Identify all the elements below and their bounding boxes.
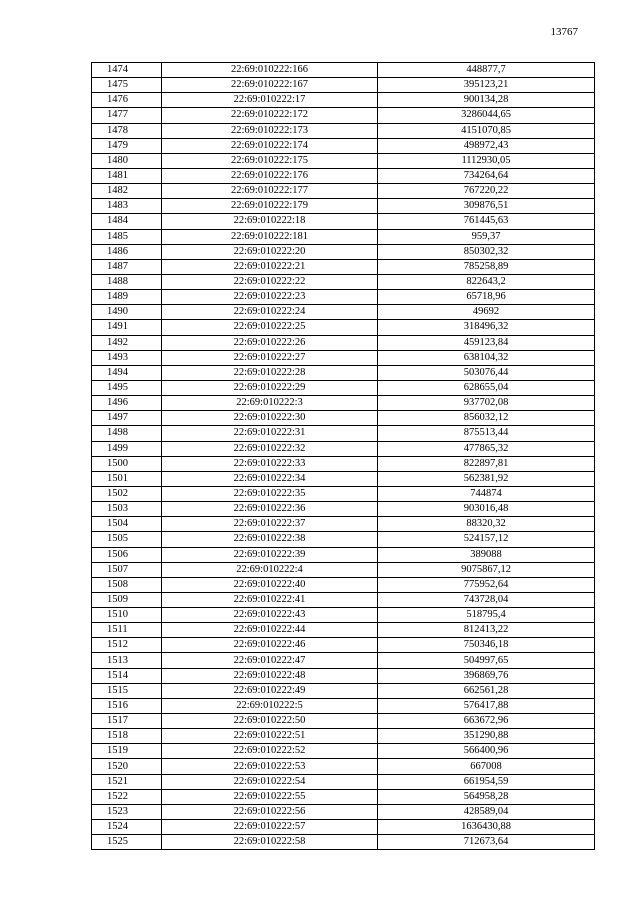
table-row — [92, 350, 595, 365]
table-row — [92, 562, 595, 577]
cadastral-number-cell: 22:69:010222:181 — [162, 229, 378, 244]
value-cell: 562381,92 — [378, 471, 595, 486]
row-number-cell: 1490 — [92, 305, 162, 320]
value-cell: 477865,32 — [378, 441, 595, 456]
table-row — [92, 123, 595, 138]
row-number-cell: 1497 — [92, 411, 162, 426]
table-row — [92, 153, 595, 168]
table-row — [92, 668, 595, 683]
value-cell: 667008 — [378, 759, 595, 774]
table-row — [92, 804, 595, 819]
value-cell: 903016,48 — [378, 502, 595, 517]
cadastral-number-cell: 22:69:010222:46 — [162, 638, 378, 653]
table-row — [92, 93, 595, 108]
value-cell: 822643,2 — [378, 274, 595, 289]
cadastral-number-cell: 22:69:010222:44 — [162, 623, 378, 638]
row-number-cell: 1486 — [92, 244, 162, 259]
table-row — [92, 698, 595, 713]
row-number-cell: 1523 — [92, 804, 162, 819]
value-cell: 518795,4 — [378, 608, 595, 623]
cadastral-number-cell: 22:69:010222:35 — [162, 486, 378, 501]
value-cell: 309876,51 — [378, 199, 595, 214]
value-cell: 767220,22 — [378, 184, 595, 199]
cadastral-number-cell: 22:69:010222:3 — [162, 396, 378, 411]
row-number-cell: 1502 — [92, 486, 162, 501]
row-number-cell: 1478 — [92, 123, 162, 138]
row-number-cell: 1494 — [92, 365, 162, 380]
table-row — [92, 274, 595, 289]
row-number-cell: 1508 — [92, 577, 162, 592]
cadastral-number-cell: 22:69:010222:172 — [162, 108, 378, 123]
table-row — [92, 426, 595, 441]
row-number-cell: 1507 — [92, 562, 162, 577]
table-row — [92, 290, 595, 305]
cadastral-number-cell: 22:69:010222:26 — [162, 335, 378, 350]
data-table — [91, 62, 595, 850]
value-cell: 775952,64 — [378, 577, 595, 592]
row-number-cell: 1519 — [92, 744, 162, 759]
table-row — [92, 547, 595, 562]
row-number-cell: 1475 — [92, 78, 162, 93]
cadastral-number-cell: 22:69:010222:47 — [162, 653, 378, 668]
table-row — [92, 259, 595, 274]
table-row — [92, 608, 595, 623]
cadastral-number-cell: 22:69:010222:39 — [162, 547, 378, 562]
table-row — [92, 820, 595, 835]
cadastral-number-cell: 22:69:010222:29 — [162, 380, 378, 395]
value-cell: 875513,44 — [378, 426, 595, 441]
cadastral-number-cell: 22:69:010222:20 — [162, 244, 378, 259]
row-number-cell: 1487 — [92, 259, 162, 274]
row-number-cell: 1493 — [92, 350, 162, 365]
cadastral-number-cell: 22:69:010222:4 — [162, 562, 378, 577]
table-row — [92, 244, 595, 259]
value-cell: 351290,88 — [378, 729, 595, 744]
cadastral-number-cell: 22:69:010222:32 — [162, 441, 378, 456]
cadastral-number-cell: 22:69:010222:40 — [162, 577, 378, 592]
table-row — [92, 108, 595, 123]
row-number-cell: 1513 — [92, 653, 162, 668]
table-row — [92, 396, 595, 411]
cadastral-number-cell: 22:69:010222:27 — [162, 350, 378, 365]
value-cell: 448877,7 — [378, 63, 595, 78]
value-cell: 318496,32 — [378, 320, 595, 335]
cadastral-number-cell: 22:69:010222:179 — [162, 199, 378, 214]
value-cell: 576417,88 — [378, 698, 595, 713]
value-cell: 9075867,12 — [378, 562, 595, 577]
cadastral-number-cell: 22:69:010222:48 — [162, 668, 378, 683]
value-cell: 395123,21 — [378, 78, 595, 93]
value-cell: 661954,59 — [378, 774, 595, 789]
row-number-cell: 1509 — [92, 592, 162, 607]
cadastral-number-cell: 22:69:010222:36 — [162, 502, 378, 517]
cadastral-number-cell: 22:69:010222:58 — [162, 835, 378, 850]
value-cell: 4151070,85 — [378, 123, 595, 138]
table-row — [92, 623, 595, 638]
row-number-cell: 1514 — [92, 668, 162, 683]
cadastral-number-cell: 22:69:010222:21 — [162, 259, 378, 274]
value-cell: 628655,04 — [378, 380, 595, 395]
value-cell: 743728,04 — [378, 592, 595, 607]
value-cell: 498972,43 — [378, 138, 595, 153]
cadastral-number-cell: 22:69:010222:167 — [162, 78, 378, 93]
table-row — [92, 199, 595, 214]
table-body — [92, 63, 595, 850]
row-number-cell: 1483 — [92, 199, 162, 214]
cadastral-number-cell: 22:69:010222:50 — [162, 714, 378, 729]
row-number-cell: 1492 — [92, 335, 162, 350]
row-number-cell: 1525 — [92, 835, 162, 850]
table-row — [92, 789, 595, 804]
cadastral-number-cell: 22:69:010222:173 — [162, 123, 378, 138]
table-row — [92, 78, 595, 93]
table-row — [92, 744, 595, 759]
row-number-cell: 1521 — [92, 774, 162, 789]
row-number-cell: 1476 — [92, 93, 162, 108]
table-row — [92, 335, 595, 350]
table-row — [92, 835, 595, 850]
cadastral-number-cell: 22:69:010222:34 — [162, 471, 378, 486]
value-cell: 3286044,65 — [378, 108, 595, 123]
table-row — [92, 305, 595, 320]
value-cell: 65718,96 — [378, 290, 595, 305]
row-number-cell: 1480 — [92, 153, 162, 168]
cadastral-number-cell: 22:69:010222:17 — [162, 93, 378, 108]
table-row — [92, 517, 595, 532]
value-cell: 761445,63 — [378, 214, 595, 229]
table-row — [92, 471, 595, 486]
value-cell: 744874 — [378, 486, 595, 501]
table-row — [92, 532, 595, 547]
row-number-cell: 1503 — [92, 502, 162, 517]
cadastral-number-cell: 22:69:010222:174 — [162, 138, 378, 153]
row-number-cell: 1484 — [92, 214, 162, 229]
table-row — [92, 774, 595, 789]
value-cell: 396869,76 — [378, 668, 595, 683]
table-row — [92, 638, 595, 653]
row-number-cell: 1489 — [92, 290, 162, 305]
row-number-cell: 1481 — [92, 168, 162, 183]
value-cell: 812413,22 — [378, 623, 595, 638]
row-number-cell: 1505 — [92, 532, 162, 547]
table-row — [92, 714, 595, 729]
row-number-cell: 1518 — [92, 729, 162, 744]
value-cell: 638104,32 — [378, 350, 595, 365]
row-number-cell: 1485 — [92, 229, 162, 244]
value-cell: 850302,32 — [378, 244, 595, 259]
page-number: 13767 — [550, 26, 578, 38]
cadastral-number-cell: 22:69:010222:177 — [162, 184, 378, 199]
value-cell: 959,37 — [378, 229, 595, 244]
row-number-cell: 1477 — [92, 108, 162, 123]
table-row — [92, 184, 595, 199]
cadastral-number-cell: 22:69:010222:5 — [162, 698, 378, 713]
value-cell: 900134,28 — [378, 93, 595, 108]
table-row — [92, 168, 595, 183]
cadastral-number-cell: 22:69:010222:49 — [162, 683, 378, 698]
row-number-cell: 1479 — [92, 138, 162, 153]
value-cell: 1636430,88 — [378, 820, 595, 835]
cadastral-number-cell: 22:69:010222:25 — [162, 320, 378, 335]
cadastral-number-cell: 22:69:010222:56 — [162, 804, 378, 819]
value-cell: 712673,64 — [378, 835, 595, 850]
row-number-cell: 1499 — [92, 441, 162, 456]
cadastral-number-cell: 22:69:010222:176 — [162, 168, 378, 183]
value-cell: 504997,65 — [378, 653, 595, 668]
value-cell: 566400,96 — [378, 744, 595, 759]
table-row — [92, 759, 595, 774]
cadastral-number-cell: 22:69:010222:31 — [162, 426, 378, 441]
value-cell: 750346,18 — [378, 638, 595, 653]
row-number-cell: 1516 — [92, 698, 162, 713]
cadastral-number-cell: 22:69:010222:57 — [162, 820, 378, 835]
cadastral-number-cell: 22:69:010222:41 — [162, 592, 378, 607]
row-number-cell: 1512 — [92, 638, 162, 653]
row-number-cell: 1510 — [92, 608, 162, 623]
table-row — [92, 138, 595, 153]
cadastral-number-cell: 22:69:010222:23 — [162, 290, 378, 305]
value-cell: 822897,81 — [378, 456, 595, 471]
row-number-cell: 1517 — [92, 714, 162, 729]
table-row — [92, 63, 595, 78]
value-cell: 785258,89 — [378, 259, 595, 274]
row-number-cell: 1515 — [92, 683, 162, 698]
row-number-cell: 1491 — [92, 320, 162, 335]
table-row — [92, 592, 595, 607]
value-cell: 734264,64 — [378, 168, 595, 183]
row-number-cell: 1520 — [92, 759, 162, 774]
table-row — [92, 214, 595, 229]
table-row — [92, 229, 595, 244]
cadastral-number-cell: 22:69:010222:38 — [162, 532, 378, 547]
cadastral-number-cell: 22:69:010222:28 — [162, 365, 378, 380]
value-cell: 564958,28 — [378, 789, 595, 804]
row-number-cell: 1498 — [92, 426, 162, 441]
row-number-cell: 1506 — [92, 547, 162, 562]
cadastral-number-cell: 22:69:010222:22 — [162, 274, 378, 289]
table-row — [92, 577, 595, 592]
cadastral-number-cell: 22:69:010222:55 — [162, 789, 378, 804]
value-cell: 459123,84 — [378, 335, 595, 350]
cadastral-number-cell: 22:69:010222:54 — [162, 774, 378, 789]
cadastral-number-cell: 22:69:010222:51 — [162, 729, 378, 744]
row-number-cell: 1511 — [92, 623, 162, 638]
table-row — [92, 441, 595, 456]
cadastral-number-cell: 22:69:010222:43 — [162, 608, 378, 623]
value-cell: 503076,44 — [378, 365, 595, 380]
value-cell: 428589,04 — [378, 804, 595, 819]
table-row — [92, 411, 595, 426]
cadastral-number-cell: 22:69:010222:24 — [162, 305, 378, 320]
row-number-cell: 1474 — [92, 63, 162, 78]
row-number-cell: 1522 — [92, 789, 162, 804]
cadastral-number-cell: 22:69:010222:33 — [162, 456, 378, 471]
table-row — [92, 683, 595, 698]
value-cell: 662561,28 — [378, 683, 595, 698]
table-row — [92, 653, 595, 668]
table-row — [92, 729, 595, 744]
value-cell: 524157,12 — [378, 532, 595, 547]
table-row — [92, 456, 595, 471]
table-row — [92, 380, 595, 395]
value-cell: 389088 — [378, 547, 595, 562]
table-row — [92, 320, 595, 335]
value-cell: 1112930,05 — [378, 153, 595, 168]
row-number-cell: 1500 — [92, 456, 162, 471]
cadastral-number-cell: 22:69:010222:166 — [162, 63, 378, 78]
row-number-cell: 1504 — [92, 517, 162, 532]
row-number-cell: 1495 — [92, 380, 162, 395]
table-row — [92, 502, 595, 517]
cadastral-number-cell: 22:69:010222:53 — [162, 759, 378, 774]
row-number-cell: 1488 — [92, 274, 162, 289]
row-number-cell: 1524 — [92, 820, 162, 835]
cadastral-number-cell: 22:69:010222:175 — [162, 153, 378, 168]
value-cell: 856032,12 — [378, 411, 595, 426]
value-cell: 937702,08 — [378, 396, 595, 411]
row-number-cell: 1482 — [92, 184, 162, 199]
cadastral-number-cell: 22:69:010222:37 — [162, 517, 378, 532]
value-cell: 88320,32 — [378, 517, 595, 532]
table-row — [92, 486, 595, 501]
cadastral-number-cell: 22:69:010222:18 — [162, 214, 378, 229]
table-row — [92, 365, 595, 380]
value-cell: 49692 — [378, 305, 595, 320]
cadastral-number-cell: 22:69:010222:52 — [162, 744, 378, 759]
cadastral-number-cell: 22:69:010222:30 — [162, 411, 378, 426]
row-number-cell: 1496 — [92, 396, 162, 411]
row-number-cell: 1501 — [92, 471, 162, 486]
value-cell: 663672,96 — [378, 714, 595, 729]
